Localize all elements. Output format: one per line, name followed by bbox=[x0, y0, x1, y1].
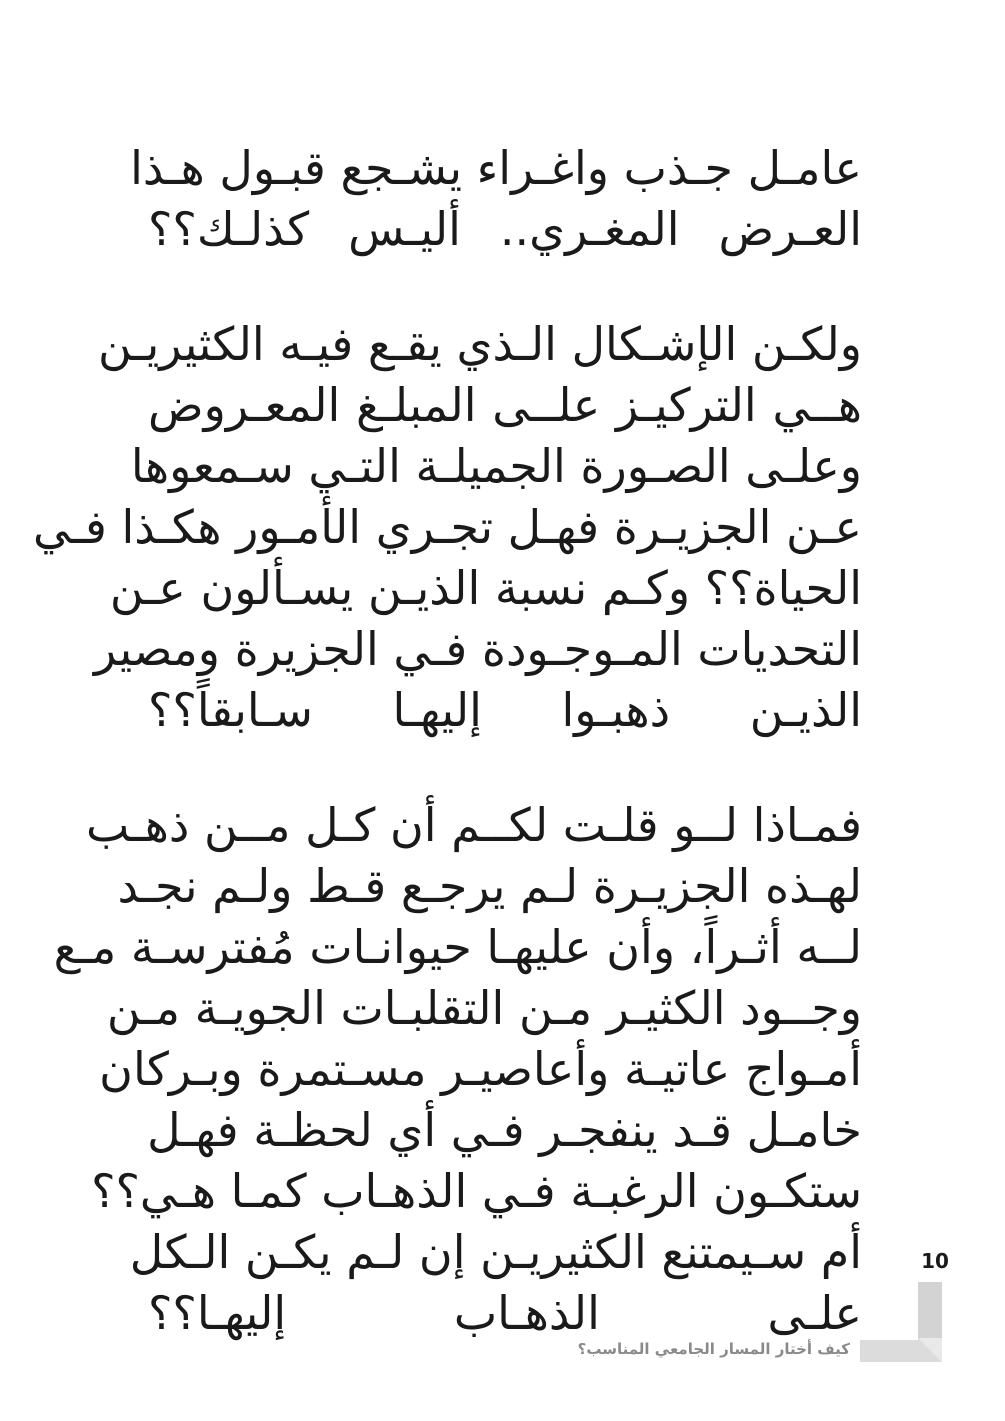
text-line: عامـل جـذب واغـراء يشـجع قبـول هـذا bbox=[130, 141, 862, 195]
text-line: ستكـون الرغبـة فـي الذهـاب كمـا هـي؟؟ bbox=[91, 1164, 862, 1218]
text-line: وجــود الكثيـر مـن التقلبـات الجويـة مـن bbox=[106, 981, 862, 1035]
text-line: عـن الجزيـرة فهـل تجـري الأمـور هكـذا فـي bbox=[33, 500, 862, 554]
text-line: التحديات المـوجـودة فـي الجزيرة ومصير bbox=[94, 622, 862, 676]
text-line: أمـواج عاتيـة وأعاصيـر مسـتمرة وبـركان bbox=[99, 1042, 862, 1096]
text-line: العـرض المغـري.. أليـس كذلـك؟؟ bbox=[148, 202, 862, 256]
paragraph-1 bbox=[130, 138, 862, 260]
text-line: وعلـى الصـورة الجميلـة التـي سـمعوها bbox=[130, 439, 862, 493]
text-line: لــه أثـراً، وأن عليهـا حيوانـات مُفترسـة مـع bbox=[53, 920, 862, 974]
page-number: 10 bbox=[921, 1249, 949, 1273]
text-line: خامـل قـد ينفجـر فـي أي لحظـة فهـل bbox=[147, 1103, 862, 1157]
text-line: ولكـن الإشـكال الـذي يقـع فيـه الكثيريـن bbox=[97, 317, 862, 371]
footer-book-title: كيف أختار المسار الجامعي المناسب؟ bbox=[577, 1340, 850, 1358]
body-text bbox=[33, 138, 862, 1344]
text-line: الحياة؟؟ وكـم نسبة الذيـن يسـألون عـن bbox=[109, 561, 862, 615]
paragraph-3 bbox=[53, 795, 862, 1344]
text-line: هــي التركيـز علــى المبلـغ المعـروض bbox=[148, 378, 862, 432]
text-line: علـى الذهـاب إليهـا؟؟ bbox=[148, 1286, 862, 1340]
text-line: لهـذه الجزيـرة لـم يرجـع قـط ولـم نجـد bbox=[117, 859, 862, 913]
text-line: فمـاذا لــو قلـت لكــم أن كـل مــن ذهـب bbox=[85, 798, 862, 852]
text-line: الذيـن ذهبـوا إليهـا سـابقاً؟؟ bbox=[148, 683, 862, 737]
paragraph-2 bbox=[33, 314, 862, 741]
text-line: أم سـيمتنع الكثيريـن إن لـم يكـن الـكل bbox=[129, 1225, 862, 1279]
